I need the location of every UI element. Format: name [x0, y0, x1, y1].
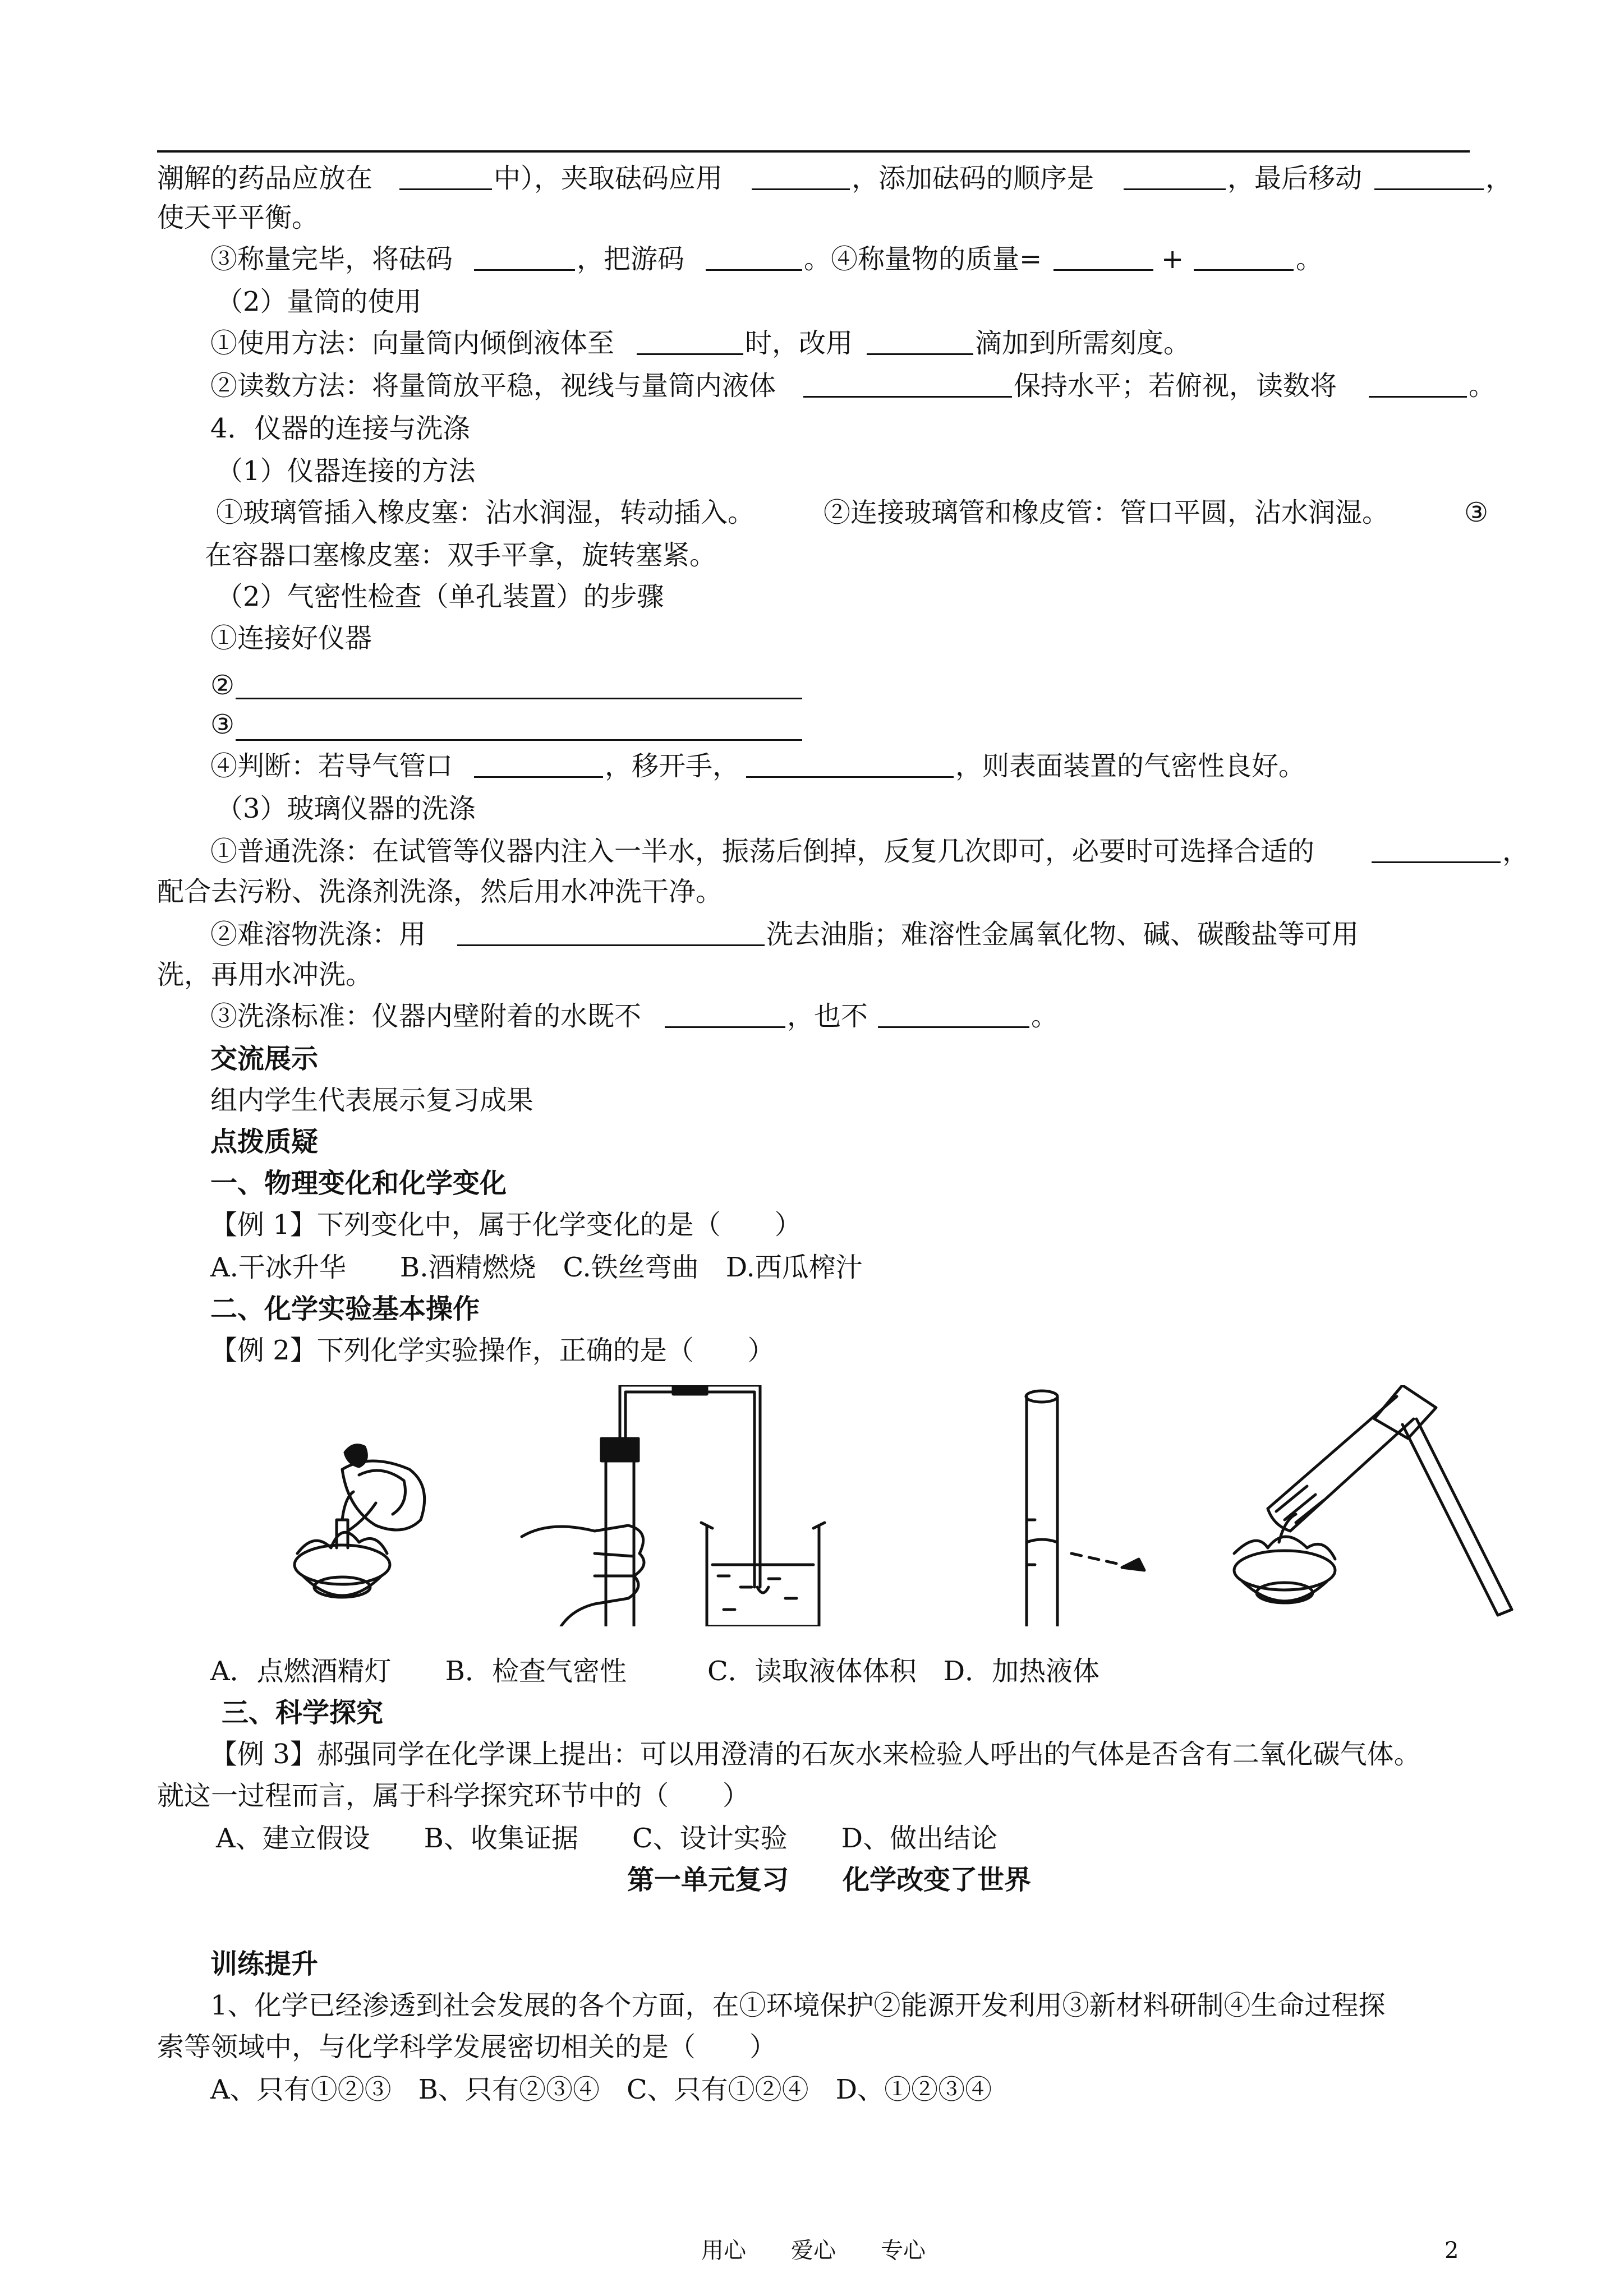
- blank[interactable]: [1372, 838, 1501, 863]
- blank[interactable]: [867, 330, 973, 355]
- blank[interactable]: [878, 1003, 1029, 1028]
- page-number: 2: [1444, 2238, 1459, 2263]
- blank[interactable]: [706, 246, 802, 271]
- document-page: 潮解的药品应放在 中），夹取砝码应用 ，添加砝码的顺序是 ，最后移动 ， 使天平平衡。 ③称量完毕，将砝码 ，把游码 。④称量物的质量= + 。 （2）量筒的使用 ①使用方法：向量筒内倾倒液体至 时，改用 滴加到所需刻度。 ②读数方法：将量筒放平稳，视线与量筒内液体 保持水平；若俯视，读数将 。 4．仪器的连接与洗涤 （1）仪器连接的方法 ①玻璃管插入橡皮塞：沾水润湿，转动插入。 ②连接玻璃管和橡皮管：管口平圆，沾水润湿。 ③ 在容器口塞橡皮塞：双手平拿，旋转塞紧。 （2）气密性检查（单孔装置）的步骤 ①连接好仪器 ② ③ ④判断：若导气管口 ，移开手， ，则表面装置的气密性良好。 （3）玻璃仪器的洗涤 ①普通洗涤：在试管等仪器内注入一半水，振荡后倒掉，反复几次即可，必要时可选择合适的 ， 配合去污粉、洗涤剂洗涤，然后用水冲洗干净。 ②难溶物洗涤：用 洗去油脂；难溶性金属氧化物、碱、碳酸盐等可用 洗，再用水冲洗。 ③洗涤标准：仪器内壁附着的水既不 ，也不 。 交流展示 组内学生代表展示复习成果 点拨质疑 一、物理变化和化学变化 【例 1】下列变化中，属于化学变化的是（ ） A.干冰升华 B.酒精燃烧 C.铁丝弯曲 D.西瓜榨汁 二、化学实验基本操作 【例 2】下列化学实验操作，正确的是（ ） A．点燃酒精灯 B．检查气密性 C．读取液体体积 D．加热液体 三、科学探究 【例 3】郝强同学在化学课上提出：可以用澄清的石灰水来检验人呼出的气体是否含有二氧化碳气体。 就这一过程而言，属于科学探究环节中的（ ） A、建立假设 B、收集证据 C、设计实验 D、做出结论 第一单元复习 化学改变了世界 训练提升 1、化学已经渗透到社会发展的各个方面，在①环境保护②能源开发利用③新材料研制④生命过程探 索等领域中，与化学科学发展密切相关的是（ ） A、只有①②③ B、只有②③④ C、只有①②④ D、①②③④ 用心 爱心 专心 2: [0, 0, 1624, 2296]
- answer-line[interactable]: [236, 739, 802, 741]
- blank[interactable]: [474, 753, 603, 778]
- blank[interactable]: [752, 165, 850, 190]
- blank[interactable]: [399, 165, 492, 190]
- header-rule: [157, 150, 1470, 153]
- blank[interactable]: [1374, 165, 1484, 190]
- blank[interactable]: [746, 753, 954, 778]
- blank[interactable]: [637, 330, 743, 355]
- blank[interactable]: [1053, 246, 1153, 271]
- blank[interactable]: [474, 246, 575, 271]
- blank[interactable]: [457, 921, 765, 946]
- figure-b-airtight-check: [522, 1385, 825, 1626]
- figure-d-heat-liquid: [1234, 1385, 1512, 1615]
- blank[interactable]: [665, 1003, 785, 1028]
- figure-c-read-cylinder: [1026, 1391, 1144, 1626]
- blank[interactable]: [1124, 165, 1226, 190]
- answer-line[interactable]: [236, 698, 802, 699]
- blank[interactable]: [1369, 372, 1467, 398]
- blank[interactable]: [803, 372, 1012, 398]
- blank[interactable]: [1194, 246, 1294, 271]
- figure-a-lighting-lamp: [295, 1445, 425, 1597]
- lab-operations-figure: [280, 1385, 1571, 1626]
